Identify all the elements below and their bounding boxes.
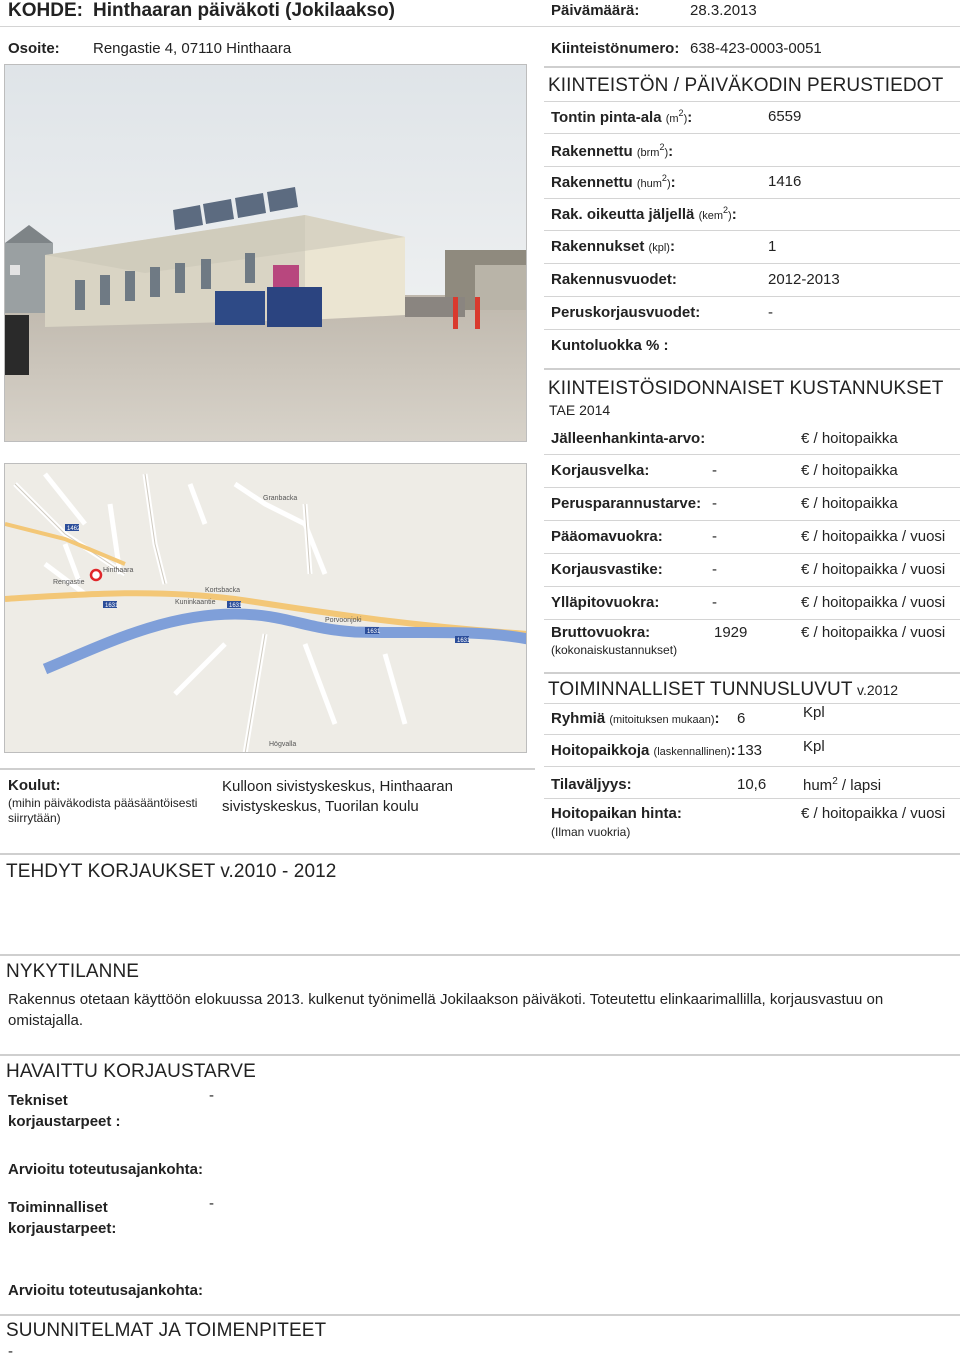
kustannus-label: Bruttovuokra:: [551, 624, 651, 641]
kustannus-value: -: [712, 594, 717, 611]
kustannus-label: Korjausvelka:: [551, 462, 650, 479]
map-label: Porvoonjoki: [325, 617, 362, 624]
row-rule: [544, 619, 960, 620]
tilavaljyys-unit: hum$^2$ / lapsi: [803, 776, 882, 794]
rakennukset-label: Rakennukset: [551, 238, 645, 255]
map-label: 1631: [367, 629, 381, 635]
rakennusvuodet-label: Rakennusvuodet:: [551, 271, 677, 288]
paivamaara-label: Päivämäärä:: [551, 2, 640, 19]
kustannus-unit: € / hoitopaikka / vuosi: [801, 624, 946, 641]
korjaustarve-title: HAVAITTU KORJAUSTARVE: [6, 1061, 256, 1082]
row-rule: [544, 487, 960, 488]
rakennettu-brm-label: Rakennettu: [551, 143, 633, 160]
kohde-value: Hinthaaran päiväkoti (Jokilaakso): [93, 0, 395, 21]
hoitopaikkoja-value: 133: [737, 742, 763, 759]
row-rule: [544, 198, 960, 199]
map-label: Rengastie: [53, 579, 85, 586]
row-rule: [544, 263, 960, 264]
row-rule: [544, 296, 960, 297]
hoitopaikan-hinta-label: Hoitopaikan hinta:: [551, 805, 682, 822]
tontin-pinta-ala-value: 6559: [768, 108, 802, 125]
kustannus-unit: € / hoitopaikka / vuosi: [801, 594, 946, 611]
toiminnalliset-value: -: [209, 1195, 214, 1212]
toiminnalliset-label: Toiminnalliset korjaustarpeet:: [8, 1199, 117, 1237]
perustiedot-top-rule: [544, 66, 960, 68]
rak-oikeutta-label: Rak. oikeutta jäljellä: [551, 206, 695, 223]
osoite-label: Osoite:: [8, 40, 60, 57]
map-label: Kuninkaantie: [175, 599, 216, 606]
row-rule: [544, 734, 960, 735]
tunnusluvut-year: v.2012: [857, 682, 899, 698]
hoitopaikkoja-note: (laskennallinen): [653, 746, 731, 758]
map-label: Högvalla: [269, 741, 297, 748]
kustannukset-top-rule: [544, 368, 960, 370]
kustannus-unit: € / hoitopaikka: [801, 462, 898, 479]
kustannus-unit: € / hoitopaikka: [801, 430, 898, 447]
map-label: Hinthaara: [103, 567, 134, 574]
koulut-label: Koulut:: [8, 777, 61, 794]
ryhmia-unit: Kpl: [803, 704, 825, 721]
ryhmia-row: Ryhmiä (mitoituksen mukaan):: [551, 710, 720, 727]
ryhmia-note: (mitoituksen mukaan): [609, 714, 715, 726]
row-rule: [544, 133, 960, 134]
kohde-label: KOHDE:: [8, 0, 83, 21]
rakennukset-row: Rakennukset (kpl):: [551, 238, 675, 255]
kustannus-value: 1929: [714, 624, 748, 641]
hoitopaikan-hinta-note: (Ilman vuokria): [551, 825, 631, 839]
row-rule: [544, 230, 960, 231]
bruttovuokra-note: (kokonaiskustannukset): [551, 643, 678, 657]
rak-oikeutta-row: Rak. oikeutta jäljellä (kem$^2$):: [551, 205, 737, 223]
rakennettu-hum-unit: (hum: [636, 178, 662, 190]
map-label: Kortsbacka: [205, 587, 241, 594]
korjaukset-title: TEHDYT KORJAUKSET v.2010 - 2012: [6, 861, 337, 882]
perustiedot-title: KIINTEISTÖN / PÄIVÄKODIN PERUSTIEDOT: [548, 75, 944, 96]
map-label: 1631: [457, 638, 471, 644]
kiinteistonumero-value: 638-423-0003-0051: [690, 40, 822, 57]
suunnitelmat-title: SUUNNITELMAT JA TOIMENPITEET: [6, 1320, 327, 1341]
kustannus-value: -: [712, 561, 717, 578]
kustannus-unit: € / hoitopaikka: [801, 495, 898, 512]
kustannus-label: Perusparannustarve:: [551, 495, 702, 512]
hoitopaikkoja-row: Hoitopaikkoja (laskennallinen):: [551, 742, 736, 759]
tunnusluvut-title: TOIMINNALLISET TUNNUSLUVUT: [548, 679, 853, 700]
tekniset-value: -: [209, 1087, 214, 1104]
map-label: 1631: [229, 603, 243, 609]
korjaustarve-top-rule: [0, 1054, 960, 1056]
kiinteistonumero-label: Kiinteistönumero:: [551, 40, 680, 57]
rakennettu-hum-label: Rakennettu: [551, 174, 633, 191]
row-rule: [544, 766, 960, 767]
hoitopaikkoja-unit: Kpl: [803, 738, 825, 755]
koulut-note: (mihin päiväkodista pääsääntöisesti siirrytään): [8, 796, 198, 825]
ryhmia-label: Ryhmiä: [551, 710, 606, 727]
rakennettu-hum-value: 1416: [768, 173, 802, 190]
row-rule: [544, 703, 960, 704]
kustannus-label: Ylläpitovuokra:: [551, 594, 660, 611]
row-rule: [544, 553, 960, 554]
location-map: [4, 463, 527, 753]
osoite-value: Rengastie 4, 07110 Hinthaara: [93, 40, 292, 57]
paivamaara-value: 28.3.2013: [690, 2, 757, 19]
map-label: 1631: [105, 603, 119, 609]
nykytilanne-title: NYKYTILANNE: [6, 961, 140, 982]
koulut-top-rule: [0, 768, 535, 770]
header-divider: [0, 26, 960, 27]
rakennettu-hum-row: Rakennettu (hum$^2$):: [551, 173, 676, 191]
row-rule: [544, 454, 960, 455]
map-label: Granbacka: [263, 495, 298, 502]
tilavaljyys-label: Tilaväljyys:: [551, 776, 632, 793]
tontin-pinta-ala-unit: (m: [665, 113, 679, 125]
building-photo: [4, 64, 527, 442]
rakennettu-brm-row: Rakennettu (brm$^2$):: [551, 142, 674, 160]
row-rule: [544, 798, 960, 799]
kustannus-unit: € / hoitopaikka / vuosi: [801, 561, 946, 578]
rakennettu-brm-unit: (brm: [636, 147, 660, 159]
kustannus-value: -: [712, 495, 717, 512]
suunnitelmat-value: -: [8, 1343, 13, 1360]
kustannus-label: Jälleenhankinta-arvo:: [551, 430, 706, 447]
nykytilanne-text: Rakennus otetaan käyttöön elokuussa 2013. kulkenut työnimellä Jokilaakson päiväkoti. Toteutettu elinkaarimallilla, korjausvastuu on omistajalla.: [8, 991, 884, 1029]
kustannus-value: -: [712, 462, 717, 479]
row-rule: [544, 166, 960, 167]
rakennukset-value: 1: [768, 238, 777, 255]
tekniset-label: Tekniset korjaustarpeet :: [8, 1092, 121, 1130]
tontin-pinta-ala-row: Tontin pinta-ala $(m^2)$:: [551, 108, 693, 126]
ryhmia-value: 6: [737, 710, 746, 727]
koulut-value: Kulloon sivistyskeskus, Hinthaaran sivistyskeskus, Tuorilan koulu: [222, 778, 453, 815]
kustannukset-subtitle: TAE 2014: [549, 402, 611, 418]
tilavaljyys-unit-post: / lapsi: [837, 777, 882, 794]
korjaukset-top-rule: [0, 853, 960, 855]
row-rule: [544, 329, 960, 330]
map-label: 1462: [67, 526, 81, 532]
row-rule: [544, 520, 960, 521]
kuntoluokka-label: Kuntoluokka % :: [551, 337, 669, 354]
hoitopaikkoja-label: Hoitopaikkoja: [551, 742, 650, 759]
tunnusluvut-top-rule: [544, 672, 960, 674]
kustannukset-title: KIINTEISTÖSIDONNAISET KUSTANNUKSET: [548, 378, 944, 399]
arvioitu-label-1: Arvioitu toteutusajankohta:: [8, 1161, 204, 1178]
arvioitu-label-2: Arvioitu toteutusajankohta:: [8, 1282, 204, 1299]
nykytilanne-top-rule: [0, 954, 960, 956]
kustannus-label: Korjausvastike:: [551, 561, 663, 578]
rakennukset-unit: (kpl): [648, 242, 670, 254]
rak-oikeutta-unit: (kem: [698, 210, 724, 222]
hoitopaikan-hinta-unit: € / hoitopaikka / vuosi: [801, 805, 946, 822]
peruskorjausvuodet-label: Peruskorjausvuodet:: [551, 304, 701, 321]
rakennusvuodet-value: 2012-2013: [768, 271, 840, 288]
tilavaljyys-value: 10,6: [737, 776, 767, 793]
kustannus-value: -: [712, 528, 717, 545]
suunnitelmat-top-rule: [0, 1314, 960, 1316]
tontin-pinta-ala-label: Tontin pinta-ala: [551, 109, 662, 126]
location-marker-icon: [91, 570, 101, 580]
perustiedot-title-rule: [544, 101, 960, 102]
kustannus-unit: € / hoitopaikka / vuosi: [801, 528, 946, 545]
kustannus-label: Pääomavuokra:: [551, 528, 663, 545]
tilavaljyys-unit-pre: hum: [803, 777, 833, 794]
peruskorjausvuodet-value: -: [768, 304, 773, 321]
tunnusluvut-title-row: [548, 679, 898, 701]
row-rule: [544, 586, 960, 587]
